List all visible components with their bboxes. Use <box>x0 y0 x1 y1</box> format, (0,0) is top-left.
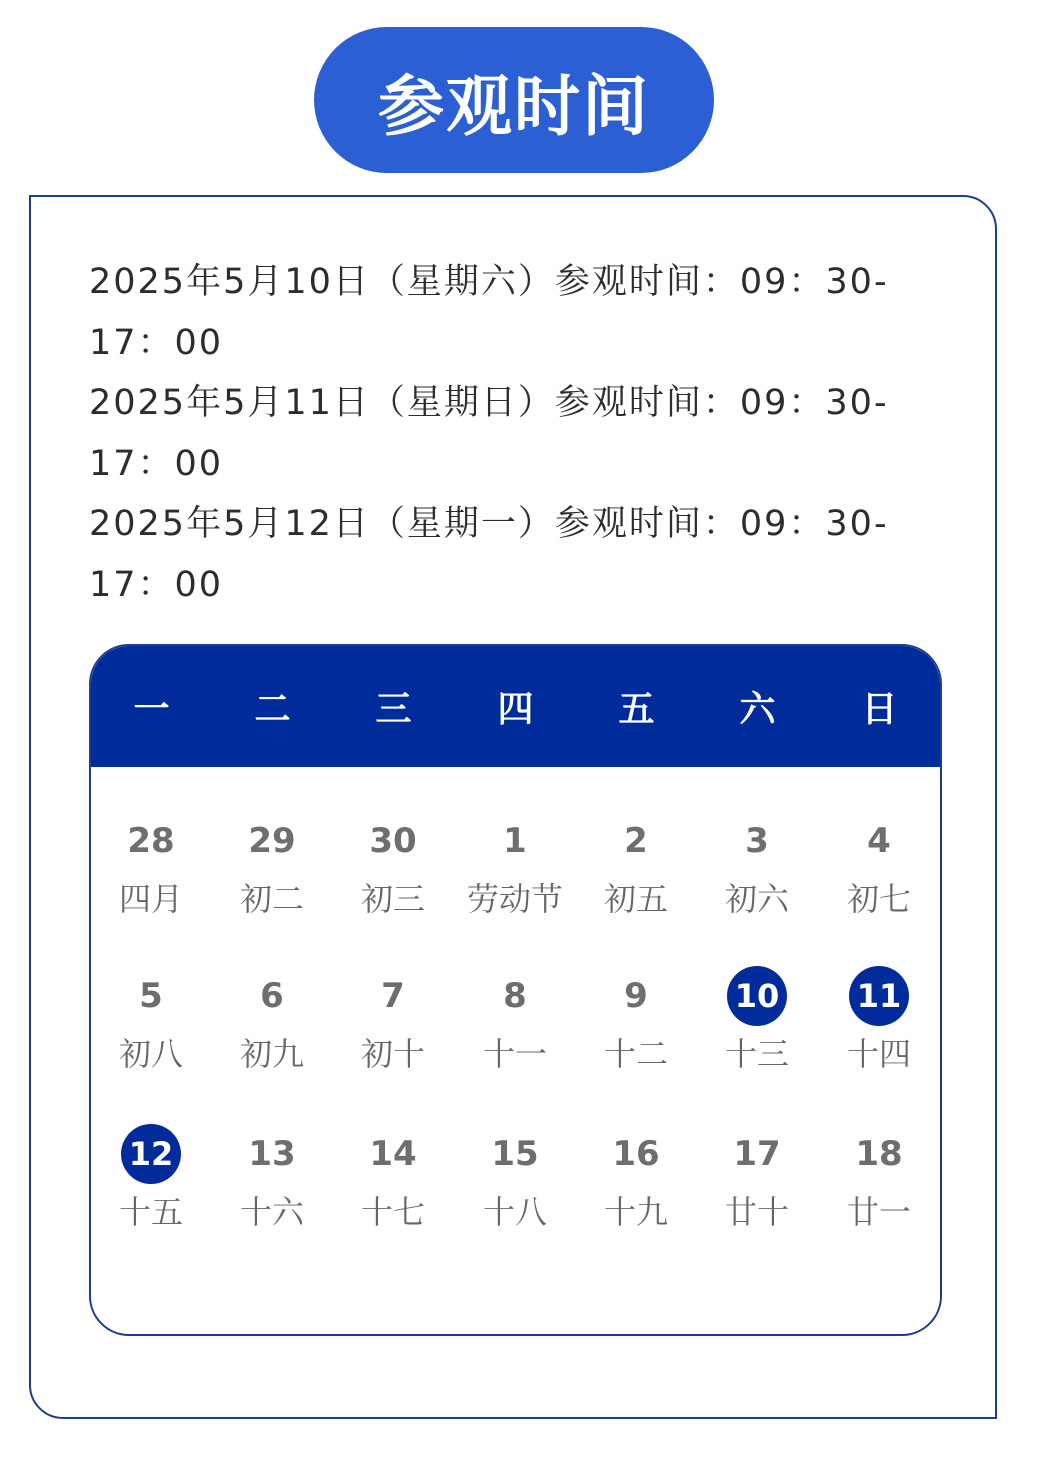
calendar-lunar-label: 初六 <box>724 880 789 918</box>
page-title: 参观时间 <box>314 27 714 173</box>
calendar-lunar-label: 初八 <box>118 1035 183 1073</box>
visit-info-card <box>29 195 997 1419</box>
calendar-lunar-label: 四月 <box>118 880 183 918</box>
calendar-lunar-label: 十二 <box>603 1035 668 1073</box>
calendar-lunar-label: 初九 <box>239 1035 304 1073</box>
calendar-lunar-label: 十九 <box>603 1193 668 1231</box>
schedule-item: 2025年5月11日（星期日）参观时间：09：30-17：00 <box>89 383 889 484</box>
calendar-lunar-label: 十四 <box>846 1035 911 1073</box>
calendar-day[interactable]: 6 <box>260 976 284 1016</box>
calendar-day-selected[interactable]: 10 <box>727 966 787 1026</box>
weekday-mon: 一 <box>133 689 170 730</box>
calendar <box>89 644 942 1336</box>
calendar-day-selected[interactable]: 11 <box>849 966 909 1026</box>
schedule-item: 2025年5月12日（星期一）参观时间：09：30-17：00 <box>89 504 889 605</box>
calendar-day[interactable]: 3 <box>745 821 769 861</box>
calendar-day[interactable]: 30 <box>369 821 417 861</box>
calendar-lunar-label: 初七 <box>846 880 911 918</box>
calendar-day[interactable]: 15 <box>491 1134 539 1174</box>
calendar-lunar-label: 劳动节 <box>466 880 563 918</box>
calendar-day[interactable]: 18 <box>855 1134 903 1174</box>
calendar-day[interactable]: 28 <box>127 821 175 861</box>
calendar-day[interactable]: 9 <box>624 976 648 1016</box>
calendar-lunar-label: 廿十 <box>724 1193 789 1231</box>
calendar-lunar-label: 初二 <box>239 880 304 918</box>
calendar-day[interactable]: 16 <box>612 1134 660 1174</box>
calendar-lunar-label: 十八 <box>482 1193 547 1231</box>
calendar-day[interactable]: 5 <box>139 976 163 1016</box>
calendar-day[interactable]: 8 <box>503 976 527 1016</box>
calendar-lunar-label: 十一 <box>482 1035 547 1073</box>
calendar-day[interactable]: 13 <box>248 1134 296 1174</box>
calendar-day[interactable]: 29 <box>248 821 296 861</box>
weekday-tue: 二 <box>254 689 291 730</box>
calendar-lunar-label: 十五 <box>118 1193 183 1231</box>
calendar-day[interactable]: 7 <box>381 976 405 1016</box>
weekday-sat: 六 <box>739 689 776 730</box>
weekday-thu: 四 <box>497 689 534 730</box>
calendar-day[interactable]: 4 <box>867 821 891 861</box>
weekday-sun: 日 <box>861 689 898 730</box>
schedule-item: 2025年5月10日（星期六）参观时间：09：30-17：00 <box>89 262 889 363</box>
calendar-lunar-label: 初三 <box>360 880 425 918</box>
calendar-day-selected[interactable]: 12 <box>121 1124 181 1184</box>
calendar-lunar-label: 十六 <box>239 1193 304 1231</box>
calendar-lunar-label: 十三 <box>724 1035 789 1073</box>
calendar-lunar-label: 廿一 <box>846 1193 911 1231</box>
weekday-fri: 五 <box>618 689 655 730</box>
calendar-lunar-label: 初五 <box>603 880 668 918</box>
schedule-list <box>89 252 945 615</box>
calendar-lunar-label: 十七 <box>360 1193 425 1231</box>
calendar-lunar-label: 初十 <box>360 1035 425 1073</box>
calendar-day[interactable]: 14 <box>369 1134 417 1174</box>
calendar-day[interactable]: 1 <box>503 821 527 861</box>
weekday-wed: 三 <box>375 689 412 730</box>
calendar-day[interactable]: 2 <box>624 821 648 861</box>
calendar-day[interactable]: 17 <box>733 1134 781 1174</box>
calendar-weekday-header <box>91 646 940 767</box>
